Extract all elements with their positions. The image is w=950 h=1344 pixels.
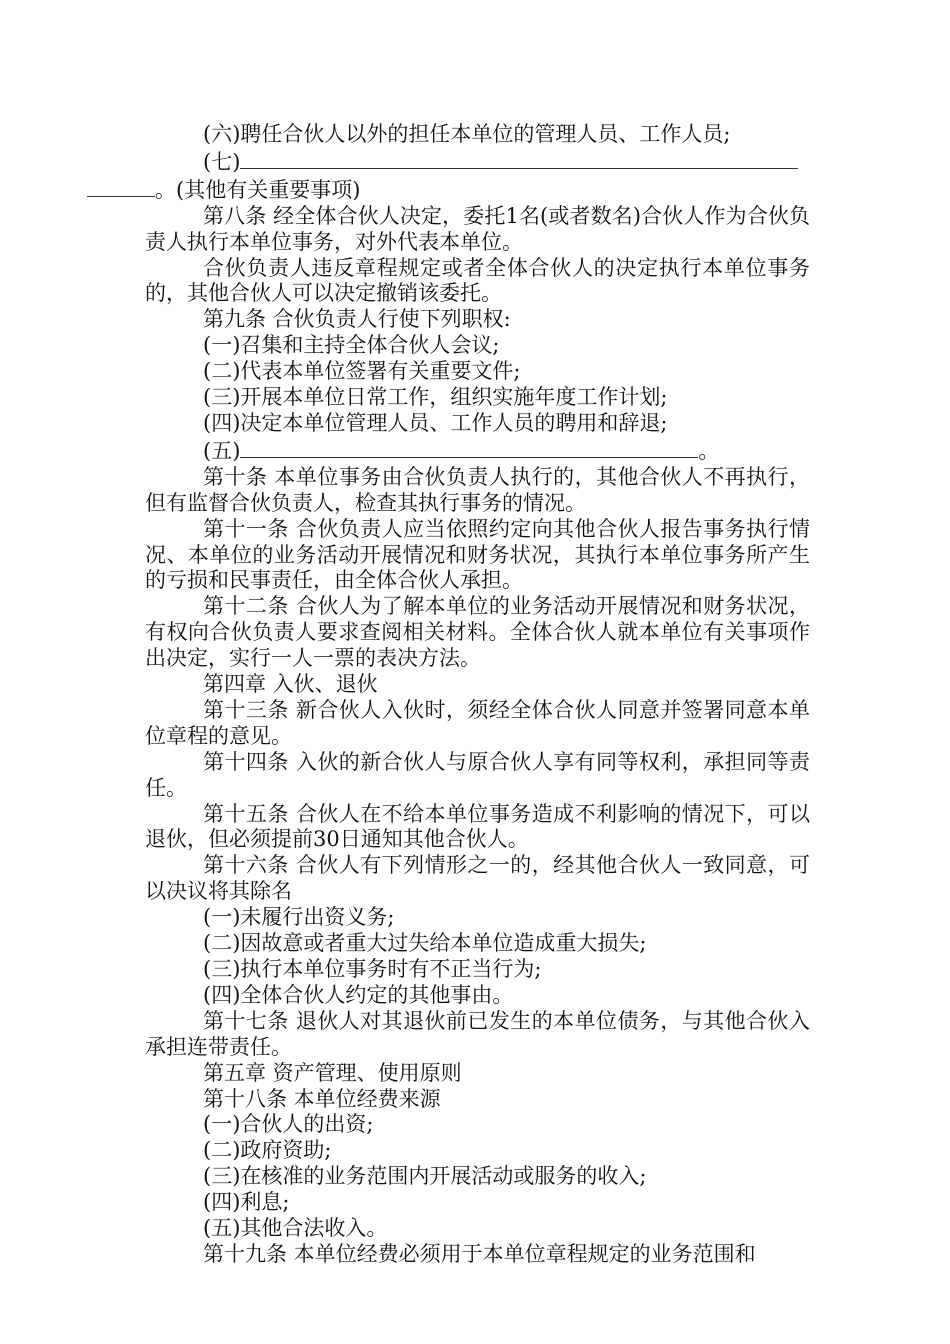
article-18-item-4: (四)利息; (203, 1190, 290, 1215)
article-9-item-2: (二)代表本单位签署有关重要文件; (203, 359, 521, 384)
article-9-item-3: (三)开展本单位日常工作，组织实施年度工作计划; (203, 385, 668, 410)
article-18-item-2: (二)政府资助; (203, 1138, 332, 1163)
article-9-item-5-prefix: (五) (203, 438, 241, 463)
article-19: 第十九条 本单位经费必须用于本单位章程规定的业务范围和 (203, 1241, 756, 1266)
article-9-item-1: (一)召集和主持全体合伙人会议; (203, 333, 500, 358)
article-9-item-4: (四)决定本单位管理人员、工作人员的聘用和辞退; (203, 410, 668, 435)
article-8-paragraph-2: 合伙负责人违反章程规定或者全体合伙人的决定执行本单位事务的，其他合伙人可以决定撤销该委托。 (145, 255, 810, 306)
article-11: 第十一条 合伙负责人应当依照约定向其他合伙人报告事务执行情况、本单位的业务活动开展情况和财务状况，其执行本单位事务所产生的亏损和民事责任，由全体合伙人承担。 (145, 516, 810, 593)
clause-6: (六)聘任合伙人以外的担任本单位的管理人员、工作人员; (203, 122, 731, 146)
document-body (145, 122, 810, 1268)
fill-in-blank-line (240, 437, 698, 458)
article-15: 第十五条 合伙人在不给本单位事务造成不利影响的情况下，可以退伙，但必须提前30日通知其他合伙人。 (145, 801, 810, 852)
chapter-4-heading: 第四章 入伙、退伙 (203, 672, 378, 697)
article-10: 第十条 本单位事务由合伙负责人执行的，其他合伙人不再执行，但有监督合伙负责人，检查其执行事务的情况。 (145, 464, 810, 515)
article-16-item-1: (一)未履行出资义务; (203, 905, 395, 930)
article-9-item-5 (145, 437, 810, 465)
article-18-item-1: (一)合伙人的出资; (203, 1112, 374, 1137)
article-16: 第十六条 合伙人有下列情形之一的，经其他合伙人一致同意，可以决议将其除名 (145, 853, 810, 904)
article-17: 第十七条 退伙人对其退伙前已发生的本单位债务，与其他合伙入承担连带责任。 (145, 1008, 810, 1059)
article-9: 第九条 合伙负责人行使下列职权: (203, 307, 511, 332)
fill-in-blank-line (87, 176, 155, 197)
clause-7-prefix: (七) (203, 149, 241, 174)
article-8: 第八条 经全体合伙人决定，委托1名(或者数名)合伙人作为合伙负责人执行本单位事务，对外代表本单位。 (145, 203, 810, 254)
article-9-item-5-suffix: 。 (698, 438, 720, 463)
article-18: 第十八条 本单位经费来源 (203, 1086, 441, 1111)
article-16-item-3: (三)执行本单位事务时有不正当行为; (203, 957, 542, 981)
chapter-5-heading: 第五章 资产管理、使用原则 (203, 1060, 462, 1085)
fill-in-blank-line (240, 148, 798, 169)
article-16-item-2: (二)因故意或者重大过失给本单位造成重大损失; (203, 931, 647, 956)
article-18-item-5: (五)其他合法收入。 (203, 1216, 388, 1241)
article-12: 第十二条 合伙人为了解本单位的业务活动开展情况和财务状况，有权向合伙负责人要求查阅相关材料。全体合伙人就本单位有关事项作出决定，实行一人一票的表决方法。 (145, 594, 810, 671)
clause-7-suffix: 。(其他有关重要事项) (155, 177, 361, 202)
article-16-item-4: (四)全体合伙人约定的其他事由。 (203, 982, 514, 1007)
article-14: 第十四条 入伙的新合伙人与原合伙人享有同等权利，承担同等责任。 (145, 749, 810, 800)
article-18-item-3: (三)在核准的业务范围内开展活动或服务的收入; (203, 1164, 647, 1189)
clause-7 (145, 148, 810, 204)
article-13: 第十三条 新合伙人入伙时，须经全体合伙人同意并签署同意本单位章程的意见。 (145, 697, 810, 748)
